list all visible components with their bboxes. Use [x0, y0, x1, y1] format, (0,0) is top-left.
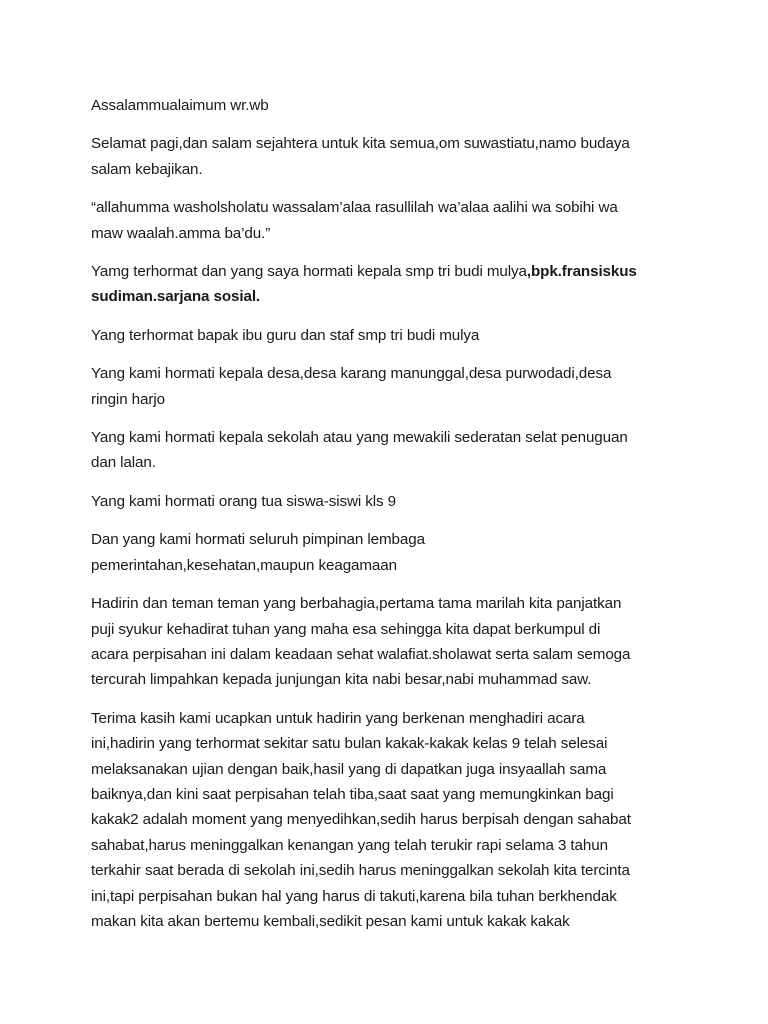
teachers-address-paragraph — [91, 323, 691, 348]
text-line: terkahir saat berada di sekolah ini,sedih harus meninggalkan sekolah kita tercinta — [91, 862, 630, 880]
text-line: Yang kami hormati kepala sekolah atau yang mewakili sederatan selat penuguan — [91, 429, 628, 447]
text-line: Yang kami hormati kepala desa,desa karang manunggal,desa purwodadi,desa — [91, 365, 612, 383]
prayer-paragraph — [91, 195, 691, 246]
school-heads-address-paragraph — [91, 425, 691, 476]
parents-address-paragraph — [91, 489, 691, 514]
text-line: melaksanakan ujian dengan baik,hasil yang di dapatkan juga insyaallah sama — [91, 760, 607, 778]
text-line: baiknya,dan kini saat perpisahan telah tiba,saat saat yang memungkinkan bagi — [91, 785, 614, 803]
principal-address-paragraph — [91, 259, 691, 310]
text-line: pemerintahan,kesehatan,maupun keagamaan — [91, 556, 397, 574]
text-line: Yang terhormat bapak ibu guru dan staf smp tri budi mulya — [91, 326, 480, 344]
text-bold: ,bpk.fransiskus — [526, 263, 637, 281]
text-line — [91, 259, 691, 284]
text-line: makan kita akan bertemu kembali,sedikit pesan kami untuk kakak kakak — [91, 912, 570, 930]
text-line: salam kebajikan. — [91, 160, 203, 178]
text-line: Hadirin dan teman teman yang berbahagia,pertama tama marilah kita panjatkan — [91, 595, 622, 613]
text-line: acara perpisahan ini dalam keadaan sehat walafiat.sholawat serta salam semoga — [91, 645, 631, 663]
text-line: puji syukur kehadirat tuhan yang maha esa sehingga kita dapat berkumpul di — [91, 620, 601, 638]
text-line: ini,hadirin yang terhormat sekitar satu bulan kakak-kakak kelas 9 telah selesai — [91, 735, 608, 753]
text-line: ringin harjo — [91, 390, 165, 408]
text-line-bold: sudiman.sarjana sosial. — [91, 288, 261, 306]
text-line: kakak2 adalah moment yang menyedihkan,sedih harus berpisah dengan sahabat — [91, 811, 631, 829]
text-line: ini,tapi perpisahan bukan hal yang harus di takuti,karena bila tuhan berkhendak — [91, 887, 617, 905]
document-body — [91, 93, 691, 947]
village-heads-address-paragraph — [91, 361, 691, 412]
text-line: “allahumma washolsholatu wassalam’alaa rasullilah wa’alaa aalihi wa sobihi wa — [91, 199, 618, 217]
text-regular: Yamg terhormat dan yang saya hormati kepala smp tri budi mulya — [91, 263, 527, 281]
greeting-paragraph — [91, 93, 691, 118]
text-line: Yang kami hormati orang tua siswa-siswi kls 9 — [91, 492, 396, 510]
opening-salutation-paragraph — [91, 131, 691, 182]
text-line: Terima kasih kami ucapkan untuk hadirin yang berkenan menghadiri acara — [91, 709, 585, 727]
institutions-address-paragraph — [91, 527, 691, 578]
opening-gratitude-paragraph — [91, 591, 691, 693]
farewell-message-paragraph — [91, 706, 691, 935]
text-line: dan lalan. — [91, 454, 156, 472]
text-line: maw waalah.amma ba’du.” — [91, 224, 271, 242]
text-line: Assalammualaimum wr.wb — [91, 97, 269, 114]
text-line: Selamat pagi,dan salam sejahtera untuk kita semua,om suwastiatu,namo budaya — [91, 135, 630, 153]
text-line: tercurah limpahkan kepada junjungan kita nabi besar,nabi muhammad saw. — [91, 671, 592, 689]
text-line: sahabat,harus meninggalkan kenangan yang telah terukir rapi selama 3 tahun — [91, 836, 608, 854]
text-line: Dan yang kami hormati seluruh pimpinan lembaga — [91, 531, 425, 549]
